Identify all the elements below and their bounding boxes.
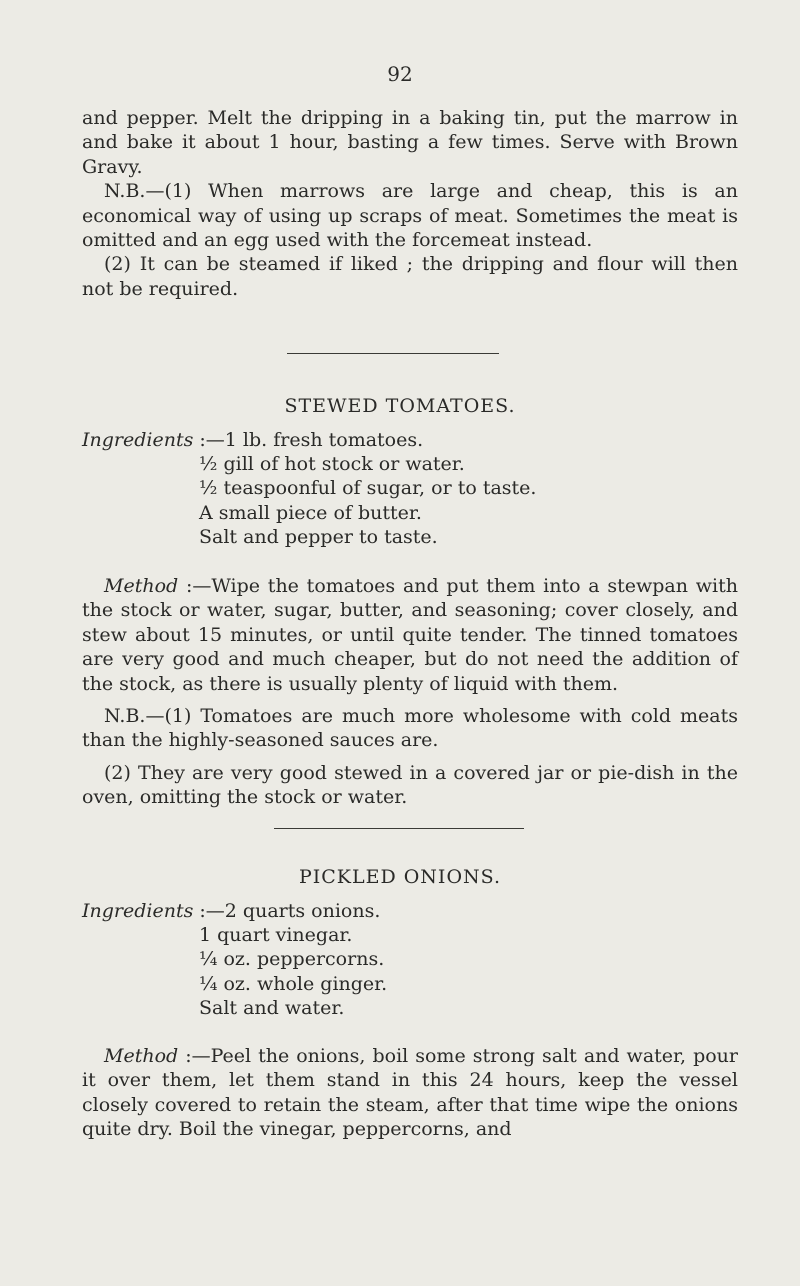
stewed-method-sep: :— xyxy=(178,575,212,597)
ingredient-item: A small piece of butter. xyxy=(199,501,422,524)
stewed-ingredients-label: Ingredients xyxy=(82,429,194,451)
ingredient-item: Salt and water. xyxy=(199,997,345,1020)
pickled-method xyxy=(82,1044,738,1142)
marrow-nb-1: N.B.—(1) When marrows are large and cheap, this is an economical way of using up scraps of meat. Sometimes the meat is omitted and an egg used with the forcemeat instead. xyxy=(82,180,738,252)
marrow-nb-2: (2) It can be steamed if liked ; the dripping and flour will then not be required. xyxy=(82,253,738,300)
pickled-method-label: Method xyxy=(104,1045,179,1067)
marrow-continuation xyxy=(82,106,738,301)
ingredient-item: ¼ oz. peppercorns. xyxy=(199,948,385,971)
marrow-paragraph: and pepper. Melt the dripping in a baking tin, put the marrow in and bake it about 1 hour, basting a few times. Serve with Brown Gravy. xyxy=(82,107,738,178)
stewed-method xyxy=(82,574,738,696)
pickled-ingredients xyxy=(82,899,380,923)
stewed-ingredients xyxy=(82,428,423,452)
stewed-method-block xyxy=(82,574,738,810)
pickled-ingredients-label: Ingredients xyxy=(82,900,194,922)
ingredient-item: 2 quarts onions. xyxy=(224,900,381,922)
ingredient-item: Salt and pepper to taste. xyxy=(199,526,438,549)
pickled-onions-title: PICKLED ONIONS. xyxy=(298,866,502,888)
pickled-method-sep: :— xyxy=(178,1045,211,1067)
section-divider-2 xyxy=(274,828,524,829)
ingredient-item: ¼ oz. whole ginger. xyxy=(199,972,388,995)
stewed-tomatoes-title: STEWED TOMATOES. xyxy=(284,395,516,417)
page-number: 92 xyxy=(387,62,413,86)
stewed-nb-1: N.B.—(1) Tomatoes are much more wholesome with cold meats than the highly-seasoned sauces are. xyxy=(82,705,738,752)
section-divider-1 xyxy=(287,353,499,354)
ingredient-item: 1 lb. fresh tomatoes. xyxy=(224,429,424,451)
pickled-method-block xyxy=(82,1044,738,1142)
stewed-method-label: Method xyxy=(104,575,179,597)
pickled-method-text: Peel the onions, boil some strong salt and water, pour it over them, let them stand in this 24 hours, keep the vessel closely covered to retain the steam, after that time wipe the onions quite dry. Boil the vinegar, peppercorns, and xyxy=(82,1045,738,1141)
stewed-ingredients-list xyxy=(199,452,536,550)
stewed-ingredients-sep: :— xyxy=(193,429,225,451)
ingredient-item: 1 quart vinegar. xyxy=(199,924,353,946)
stewed-nb-2: (2) They are very good stewed in a covered jar or pie-dish in the oven, omitting the stock or water. xyxy=(82,761,738,809)
ingredient-item: ½ gill of hot stock or water. xyxy=(199,453,465,475)
pickled-ingredients-sep: :— xyxy=(193,900,225,922)
stewed-method-text: Wipe the tomatoes and put them into a stewpan with the stock or water, sugar, butter, and seasoning; cover closely, and stew about 15 minutes, or until quite tender. The tinned tomatoes are very good and much cheaper, but do not need the addition of the stock, as there is usually plenty of liquid with them. xyxy=(82,575,738,695)
ingredient-item: ½ teaspoonful of sugar, or to taste. xyxy=(199,477,537,500)
pickled-ingredients-list xyxy=(199,923,387,1021)
